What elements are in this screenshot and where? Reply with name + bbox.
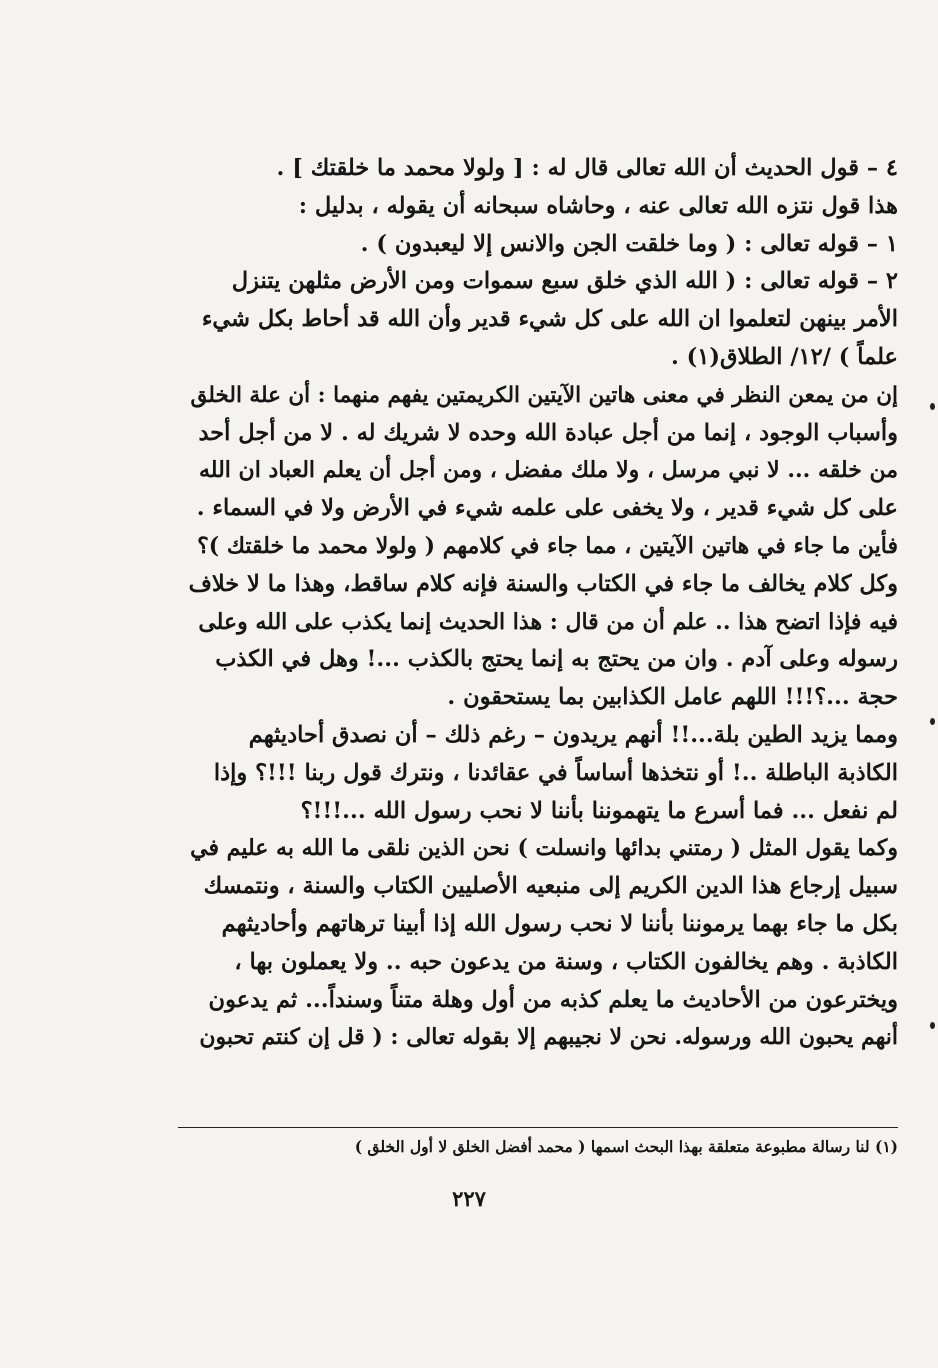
text-line: ومما يزيد الطين بلة...!! أنهم يريدون – رغم ذلك – أن نصدق أحاديثهم — [248, 721, 898, 748]
page-number: ٢٢٧ — [452, 1186, 486, 1211]
text-line: حجة ...؟!!! اللهم عامل الكذابين بما يستحقون . — [447, 684, 898, 711]
text-line: بكل ما جاء بهما يرموننا بأننا لا نحب رسول الله إذا أبينا ترهاتهم وأحاديثهم — [221, 910, 898, 937]
text-line: الكاذبة . وهم يخالفون الكتاب ، وسنة من يدعون حبه .. ولا يعملون بها ، — [234, 948, 898, 975]
text-line: وكما يقول المثل ( رمتني بدائها وانسلت ) نحن الذين نلقى ما الله به عليم في — [190, 835, 898, 862]
text-line: على كل شيء قدير ، ولا يخفى على علمه شيء في الأرض ولا في السماء . — [196, 495, 898, 522]
text-line: ٤ً – قول الحديث أن الله تعالى قال له : [ ولولا محمد ما خلقتك ] . — [276, 155, 898, 181]
text-line: لم نفعل ... فما أسرع ما يتهموننا بأننا لا نحب رسول الله ...!!!؟ — [300, 797, 898, 824]
footnote: (١) لنا رسالة مطبوعة متعلقة بهذا البحث اسمها ( محمد أفضل الخلق لا أول الخلق ) — [354, 1137, 898, 1156]
text-line: فأين ما جاء في هاتين الآيتين ، مما جاء في كلامهم ( ولولا محمد ما خلقتك )؟ — [197, 532, 898, 559]
text-line: ويخترعون من الأحاديث ما يعلم كذبه من أول وهلة متناً وسنداً... ثم يدعون — [208, 986, 898, 1013]
body-text — [186, 150, 898, 1057]
text-line: سبيل إرجاع هذا الدين الكريم إلى منبعيه الأصليين الكتاب والسنة ، ونتمسك — [203, 873, 898, 900]
text-line: إن من يمعن النظر في معنى هاتين الآيتين الكريمتين يفهم منهما : أن علة الخلق — [190, 382, 898, 408]
footnote-divider — [178, 1127, 898, 1128]
text-line: الكاذبة الباطلة ..! أو نتخذها أساساً في عقائدنا ، ونترك قول ربنا !!!؟ وإذا — [213, 759, 898, 786]
text-line: أنهم يحبون الله ورسوله. نحن لا نجيبهم إلا بقوله تعالى : ( قل إن كنتم تحبون — [199, 1024, 898, 1051]
text-line: ١ً – قوله تعالى : ( وما خلقت الجن والانس إلا ليعبدون ) . — [360, 230, 898, 257]
scan-speck — [930, 1022, 935, 1029]
text-line: وكل كلام يخالف ما جاء في الكتاب والسنة فإنه كلام ساقط، وهذا ما لا خلاف — [188, 570, 898, 597]
text-line: فيه فإذا اتضح هذا .. علم أن من قال : هذا الحديث إنما يكذب على الله وعلى — [198, 608, 898, 635]
scan-speck — [930, 718, 935, 725]
scan-speck — [930, 403, 935, 410]
text-line: رسوله وعلى آدم . وان من يحتج به إنما يحتج بالكذب ...! وهل في الكذب — [215, 646, 898, 673]
text-line: علماً ) /١٢/ الطلاق(١) . — [670, 343, 898, 370]
text-line: وأسباب الوجود ، إنما من أجل عبادة الله وحده لا شريك له . لا من أجل أحد — [198, 419, 898, 446]
text-line: الأمر بينهن لتعلموا ان الله على كل شيء قدير وأن الله قد أحاط بكل شيء — [201, 306, 898, 333]
text-line: من خلقه ... لا نبي مرسل ، ولا ملك مفضل ، ومن أجل أن يعلم العباد ان الله — [198, 457, 898, 484]
text-line: ٢ً – قوله تعالى : ( الله الذي خلق سبع سموات ومن الأرض مثلهن يتنزل — [231, 268, 898, 295]
text-line: هذا قول نتزه الله تعالى عنه ، وحاشاه سبحانه أن يقوله ، بدليل : — [298, 192, 898, 219]
